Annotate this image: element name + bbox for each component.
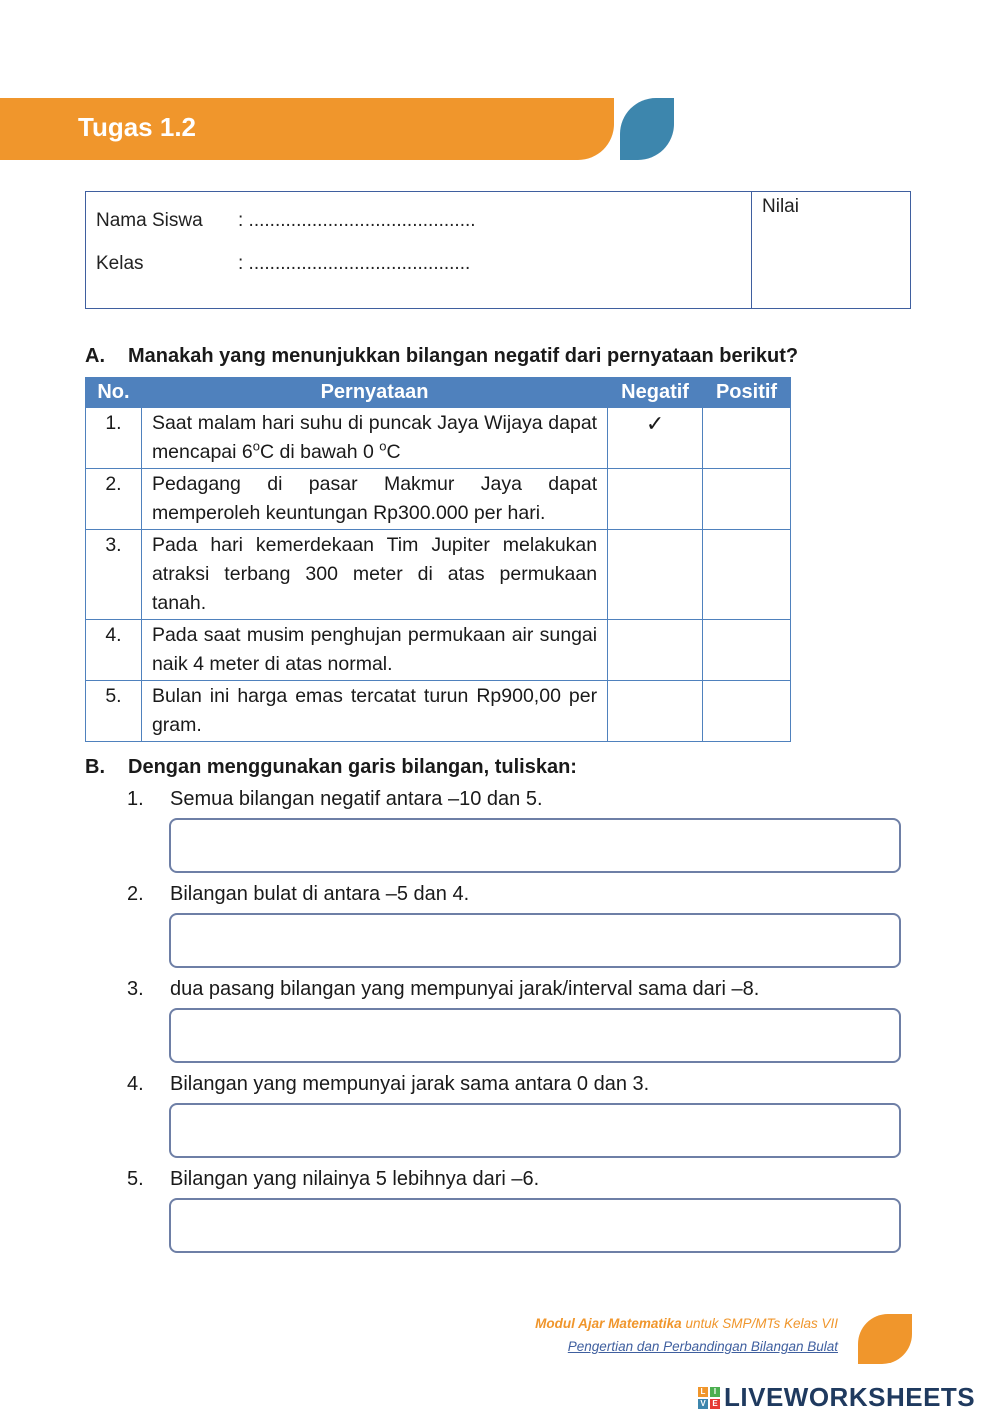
info-divider: [751, 192, 752, 308]
module-caption: Modul Ajar Matematika untuk SMP/MTs Kelas VII: [535, 1316, 838, 1331]
positive-checkbox[interactable]: [703, 408, 791, 469]
section-b-letter: B.: [85, 756, 105, 778]
answer-input[interactable]: [169, 1008, 901, 1063]
negative-checkbox[interactable]: [608, 469, 703, 530]
negative-checkbox[interactable]: [608, 620, 703, 681]
table-row: [86, 681, 791, 742]
answer-input[interactable]: [169, 913, 901, 968]
row-number: 2.: [86, 469, 142, 530]
row-statement: Bulan ini harga emas tercatat turun Rp900,00 per gram.: [141, 681, 607, 742]
decorative-leaf-shape: [620, 98, 674, 160]
negative-checkbox[interactable]: [608, 530, 703, 620]
chapter-caption: Pengertian dan Perbandingan Bilangan Bulat: [567, 1339, 838, 1354]
col-header-positive: Positif: [703, 378, 791, 408]
name-label: Nama Siswa: [96, 210, 203, 231]
row-number: 5.: [86, 681, 142, 742]
table-header-row: [86, 378, 791, 408]
brand-name: LIVEWORKSHEETS: [724, 1382, 976, 1412]
score-label: Nilai: [762, 196, 799, 217]
row-number: 3.: [86, 530, 142, 620]
decorative-leaf-shape: [858, 1314, 912, 1364]
table-row: [86, 469, 791, 530]
positive-checkbox[interactable]: [703, 681, 791, 742]
answer-input[interactable]: [169, 1198, 901, 1253]
question-item: 1. Semua bilangan negatif antara –10 dan 5.: [127, 788, 543, 810]
row-statement: Pedagang di pasar Makmur Jaya dapat memperoleh keuntungan Rp300.000 per hari.: [141, 469, 607, 530]
table-row: [86, 408, 791, 469]
row-statement: Saat malam hari suhu di puncak Jaya Wijaya dapat mencapai 6$^o$C di bawah 0 $^o$C: [141, 408, 607, 469]
row-number: 1.: [86, 408, 142, 469]
section-a-text: Manakah yang menunjukkan bilangan negatif dari pernyataan berikut?: [128, 345, 799, 367]
name-field[interactable]: : ...........................................: [238, 210, 476, 231]
question-item: 2. Bilangan bulat di antara –5 dan 4.: [127, 883, 470, 905]
statements-table: [85, 377, 791, 742]
class-label: Kelas: [96, 253, 144, 274]
page-title: Tugas 1.2: [78, 112, 197, 142]
col-header-no: No.: [86, 378, 142, 408]
col-header-negative: Negatif: [608, 378, 703, 408]
positive-checkbox[interactable]: [703, 530, 791, 620]
row-statement: Pada saat musim penghujan permukaan air sungai naik 4 meter di atas normal.: [141, 620, 607, 681]
row-statement: Pada hari kemerdekaan Tim Jupiter melakukan atraksi terbang 300 meter di atas permukaan tanah.: [141, 530, 607, 620]
section-b-heading: [85, 756, 577, 779]
answer-input[interactable]: [169, 818, 901, 873]
negative-checkbox[interactable]: ✓: [608, 408, 703, 469]
table-row: [86, 620, 791, 681]
positive-checkbox[interactable]: [703, 469, 791, 530]
section-b-text: Dengan menggunakan garis bilangan, tuliskan:: [128, 756, 577, 778]
question-item: 5. Bilangan yang nilainya 5 lebihnya dari –6.: [127, 1168, 540, 1190]
section-a-letter: A.: [85, 345, 105, 367]
table-row: [86, 530, 791, 620]
student-info-box: [85, 191, 911, 309]
class-field[interactable]: : ..........................................: [238, 253, 471, 274]
liveworksheets-logo: [698, 1382, 975, 1413]
row-number: 4.: [86, 620, 142, 681]
positive-checkbox[interactable]: [703, 620, 791, 681]
question-item: 3. dua pasang bilangan yang mempunyai jarak/interval sama dari –8.: [127, 978, 760, 1000]
col-header-statement: Pernyataan: [141, 378, 607, 408]
section-a-heading: [85, 345, 798, 368]
answer-input[interactable]: [169, 1103, 901, 1158]
negative-checkbox[interactable]: [608, 681, 703, 742]
logo-icon: L I V E: [698, 1387, 720, 1409]
question-item: 4. Bilangan yang mempunyai jarak sama antara 0 dan 3.: [127, 1073, 650, 1095]
